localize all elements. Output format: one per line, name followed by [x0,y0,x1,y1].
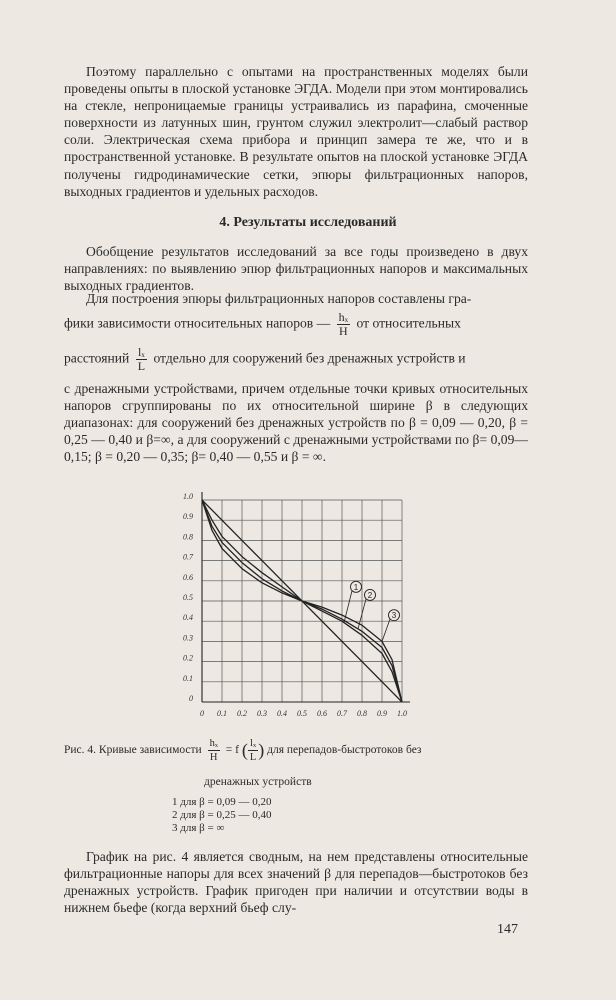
y-tick-label: 0.4 [183,613,193,623]
chart-tick-labels [183,492,407,718]
fraction-numerator: hₓ [209,738,218,749]
annotation-label-2: 2 [367,590,373,600]
fraction-denominator: L [137,359,146,373]
annotation-leader-3 [382,619,390,641]
fraction-numerator: lₓ [136,346,147,360]
x-tick-label: 0.2 [237,709,247,718]
x-tick-label: 0.1 [217,709,227,718]
caption-suffix: для перепадов-быстротоков без [267,744,422,757]
y-tick-label: 0.8 [183,532,193,542]
x-tick-label: 0.4 [277,709,287,718]
annotation-label-3: 3 [391,611,397,621]
text-from-relative: от относительных [356,315,461,331]
caption-paren-close: ) [258,740,265,760]
caption-paren-open: ( [241,740,248,760]
fraction-numerator: hₓ [338,310,349,324]
paragraph-egda: Поэтому параллельно с опытами на пространственных моделях были проведены опыты в плоской установке ЭГДА. Модели при этом монтировались на стекле, непроницаемые границы устраивались из парафина, смоченные поверхности из латунных шин, грунтом служил электролит—слабый раствор соли. Электрическая схема прибора и принцип замера те же, что и в пространственной установке. В результате опытов на плоской установке ЭГДА получены гидродинамические сетки, эпюры фильтрационных напоров, выходных градиентов и удельных расходов. [64,64,528,199]
y-tick-label: 1.0 [183,492,193,501]
x-tick-label: 0.3 [257,709,267,718]
x-tick-label: 0.8 [357,709,367,718]
y-tick-label: 0.6 [183,572,193,582]
y-tick-label: 0.3 [183,633,193,643]
figure-legend [172,796,271,835]
caption-fraction-lx-L [248,737,258,764]
x-tick-label: 0.5 [297,709,307,718]
y-tick-label: 0.7 [183,552,193,562]
x-tick-label: 0.9 [377,709,387,718]
page-number: 147 [497,922,518,937]
caption-fraction-hx-H [208,737,220,764]
x-tick-label: 0 [200,709,204,718]
legend-item-1: 1 для β = 0,09 — 0,20 [172,796,272,808]
x-tick-label: 1.0 [397,709,407,718]
y-tick-label: 0.1 [183,673,193,683]
caption-prefix: Рис. 4. Кривые зависимости [64,744,202,757]
fraction-denominator: H [209,752,218,763]
paragraph-method-rest: с дренажными устройствами, причем отдельные точки кривых относительных напоров сгруппированы по их относительной ширине β в следующих диапазонах: для сооружений без дренажных устройств по β = 0,09 — 0,20, β = 0,25 — 0,40 и β=∞, а для сооружений с дренажными устройствами по β= 0,09—0,15; β = 0,20 — 0,35; β= 0,40 — 0,55 и β = ∞. [64,381,528,465]
y-tick-label: 0.5 [183,593,193,602]
y-tick-label: 0.2 [183,653,193,663]
x-tick-label: 0.7 [337,709,347,718]
y-tick-label: 0 [189,694,193,703]
x-tick-label: 0.6 [317,709,327,718]
legend-item-2: 2 для β = 0,25 — 0,40 [172,809,272,821]
y-tick-label: 0.9 [183,512,193,522]
caption-subline: дренажных устройств [204,776,312,788]
legend-item-3: 3 для β = ∞ [172,822,225,834]
figure-caption [64,737,544,764]
fraction-numerator: lₓ [248,737,258,751]
paragraph-method-line1: Для построения эпюры фильтрационных напоров составлены гра- [86,291,472,306]
annotation-label-1: 1 [353,582,359,592]
fraction-denominator: H [339,324,348,338]
text-distances: расстояний [64,350,130,366]
section-heading: 4. Результаты исследований [219,215,397,230]
fraction-denominator: L [249,752,257,763]
chart-axes [202,492,410,702]
paragraph-graph-description: График на рис. 4 является сводным, на нем представлены относительные фильтрационные напоры для всех значений β для перепадов—быстротоков без дренажных устройств. График пригоден при наличии и отсутствии воды в нижнем бьефе (когда верхний бьеф слу- [64,849,528,916]
text-relative-heads: фики зависимости относительных напоров — [64,315,331,331]
caption-eq: = f [225,744,239,757]
text-separately: отдельно для сооружений без дренажных устройств и [153,350,466,366]
paragraph-summary: Обобщение результатов исследований за все годы произведено в двух направлениях: по выявлению эпюр фильтрационных напоров и максимальных выходных градиентов. [64,244,528,294]
